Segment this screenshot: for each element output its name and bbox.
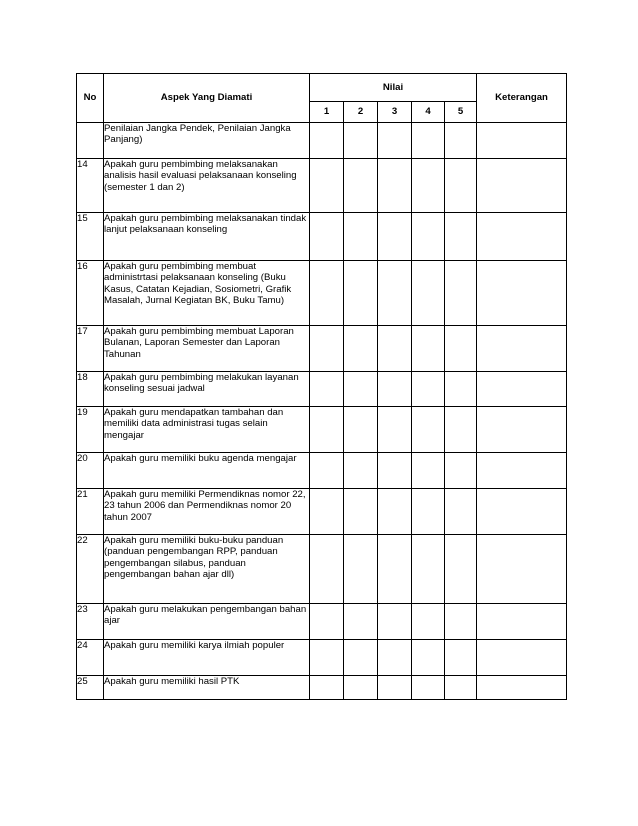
score-cell-5[interactable] (445, 535, 477, 604)
score-cell-1[interactable] (310, 453, 344, 489)
score-cell-5[interactable] (445, 372, 477, 407)
score-cell-2[interactable] (344, 159, 378, 213)
score-cell-2[interactable] (344, 372, 378, 407)
score-cell-3[interactable] (378, 326, 412, 372)
keterangan-cell[interactable] (477, 261, 567, 326)
score-cell-5[interactable] (445, 489, 477, 535)
score-cell-5[interactable] (445, 123, 477, 159)
row-number: 23 (77, 604, 104, 640)
score-cell-3[interactable] (378, 372, 412, 407)
score-cell-2[interactable] (344, 640, 378, 676)
score-cell-2[interactable] (344, 535, 378, 604)
score-cell-1[interactable] (310, 159, 344, 213)
score-cell-2[interactable] (344, 213, 378, 261)
score-cell-5[interactable] (445, 261, 477, 326)
table-row (77, 676, 567, 700)
score-cell-5[interactable] (445, 213, 477, 261)
score-cell-4[interactable] (412, 407, 445, 453)
score-cell-5[interactable] (445, 640, 477, 676)
score-cell-2[interactable] (344, 453, 378, 489)
header-aspek: Aspek Yang Diamati (104, 74, 310, 123)
score-cell-1[interactable] (310, 261, 344, 326)
keterangan-cell[interactable] (477, 489, 567, 535)
score-cell-4[interactable] (412, 535, 445, 604)
score-cell-4[interactable] (412, 640, 445, 676)
row-aspek: Apakah guru pembimbing melakukan layanan konseling sesuai jadwal (104, 372, 310, 407)
score-cell-4[interactable] (412, 123, 445, 159)
row-aspek: Apakah guru memiliki hasil PTK (104, 676, 310, 700)
row-aspek: Apakah guru pembimbing membuat administrtasi pelaksanaan konseling (Buku Kasus, Catatan Kejadian, Sosiometri, Grafik Masalah, Jurnal Kegiatan BK, Buku Tamu) (104, 261, 310, 326)
header-row (77, 74, 567, 102)
keterangan-cell[interactable] (477, 213, 567, 261)
observation-table (76, 73, 567, 700)
table-row (77, 326, 567, 372)
score-cell-3[interactable] (378, 676, 412, 700)
keterangan-cell[interactable] (477, 640, 567, 676)
score-cell-3[interactable] (378, 213, 412, 261)
keterangan-cell[interactable] (477, 535, 567, 604)
row-number: 22 (77, 535, 104, 604)
score-cell-3[interactable] (378, 640, 412, 676)
table-body (77, 123, 567, 700)
score-cell-5[interactable] (445, 604, 477, 640)
table-row (77, 489, 567, 535)
score-cell-3[interactable] (378, 535, 412, 604)
header-score-5: 5 (445, 102, 477, 123)
score-cell-4[interactable] (412, 453, 445, 489)
keterangan-cell[interactable] (477, 453, 567, 489)
header-score-4: 4 (412, 102, 445, 123)
keterangan-cell[interactable] (477, 123, 567, 159)
score-cell-1[interactable] (310, 676, 344, 700)
row-number: 21 (77, 489, 104, 535)
table-row (77, 123, 567, 159)
row-number: 17 (77, 326, 104, 372)
score-cell-1[interactable] (310, 326, 344, 372)
score-cell-4[interactable] (412, 676, 445, 700)
row-aspek: Apakah guru memiliki buku agenda mengajar (104, 453, 310, 489)
score-cell-1[interactable] (310, 640, 344, 676)
score-cell-1[interactable] (310, 407, 344, 453)
score-cell-4[interactable] (412, 372, 445, 407)
header-keterangan: Keterangan (477, 74, 567, 123)
row-number: 16 (77, 261, 104, 326)
score-cell-3[interactable] (378, 407, 412, 453)
row-aspek: Apakah guru pembimbing melaksanakan analisis hasil evaluasi pelaksanaan konseling (semester 1 dan 2) (104, 159, 310, 213)
score-cell-1[interactable] (310, 372, 344, 407)
row-aspek: Apakah guru mendapatkan tambahan dan memiliki data administrasi tugas selain mengajar (104, 407, 310, 453)
keterangan-cell[interactable] (477, 326, 567, 372)
score-cell-4[interactable] (412, 489, 445, 535)
score-cell-1[interactable] (310, 213, 344, 261)
keterangan-cell[interactable] (477, 372, 567, 407)
score-cell-4[interactable] (412, 159, 445, 213)
score-cell-2[interactable] (344, 326, 378, 372)
score-cell-2[interactable] (344, 261, 378, 326)
score-cell-1[interactable] (310, 535, 344, 604)
score-cell-4[interactable] (412, 326, 445, 372)
score-cell-3[interactable] (378, 453, 412, 489)
row-number: 20 (77, 453, 104, 489)
score-cell-5[interactable] (445, 676, 477, 700)
score-cell-3[interactable] (378, 604, 412, 640)
score-cell-2[interactable] (344, 407, 378, 453)
keterangan-cell[interactable] (477, 604, 567, 640)
score-cell-2[interactable] (344, 489, 378, 535)
row-number: 15 (77, 213, 104, 261)
row-number (77, 123, 104, 159)
table-row (77, 535, 567, 604)
table-row (77, 453, 567, 489)
keterangan-cell[interactable] (477, 159, 567, 213)
score-cell-3[interactable] (378, 261, 412, 326)
score-cell-2[interactable] (344, 123, 378, 159)
row-aspek: Penilaian Jangka Pendek, Penilaian Jangka Panjang) (104, 123, 310, 159)
table-row (77, 407, 567, 453)
row-aspek: Apakah guru memiliki buku-buku panduan (panduan pengembangan RPP, panduan pengembangan silabus, panduan pengembangan bahan ajar dll) (104, 535, 310, 604)
score-cell-3[interactable] (378, 489, 412, 535)
header-score-2: 2 (344, 102, 378, 123)
table-row (77, 159, 567, 213)
score-cell-4[interactable] (412, 604, 445, 640)
score-cell-1[interactable] (310, 123, 344, 159)
score-cell-2[interactable] (344, 676, 378, 700)
header-nilai: Nilai (310, 74, 477, 102)
score-cell-2[interactable] (344, 604, 378, 640)
table-row (77, 640, 567, 676)
header-score-1: 1 (310, 102, 344, 123)
keterangan-cell[interactable] (477, 407, 567, 453)
row-number: 24 (77, 640, 104, 676)
score-cell-5[interactable] (445, 159, 477, 213)
header-no: No (77, 74, 104, 123)
header-score-3: 3 (378, 102, 412, 123)
table-row (77, 372, 567, 407)
score-cell-1[interactable] (310, 604, 344, 640)
row-number: 25 (77, 676, 104, 700)
keterangan-cell[interactable] (477, 676, 567, 700)
table-row (77, 261, 567, 326)
table-row (77, 213, 567, 261)
score-cell-4[interactable] (412, 261, 445, 326)
row-aspek: Apakah guru pembimbing melaksanakan tindak lanjut pelaksanaan konseling (104, 213, 310, 261)
score-cell-5[interactable] (445, 326, 477, 372)
score-cell-3[interactable] (378, 159, 412, 213)
score-cell-4[interactable] (412, 213, 445, 261)
row-aspek: Apakah guru melakukan pengembangan bahan ajar (104, 604, 310, 640)
row-number: 14 (77, 159, 104, 213)
table-row (77, 604, 567, 640)
row-aspek: Apakah guru memiliki karya ilmiah populer (104, 640, 310, 676)
row-aspek: Apakah guru memiliki Permendiknas nomor 22, 23 tahun 2006 dan Permendiknas nomor 20 tahun 2007 (104, 489, 310, 535)
score-cell-3[interactable] (378, 123, 412, 159)
row-number: 18 (77, 372, 104, 407)
row-number: 19 (77, 407, 104, 453)
row-aspek: Apakah guru pembimbing membuat Laporan Bulanan, Laporan Semester dan Laporan Tahunan (104, 326, 310, 372)
score-cell-5[interactable] (445, 407, 477, 453)
score-cell-1[interactable] (310, 489, 344, 535)
score-cell-5[interactable] (445, 453, 477, 489)
